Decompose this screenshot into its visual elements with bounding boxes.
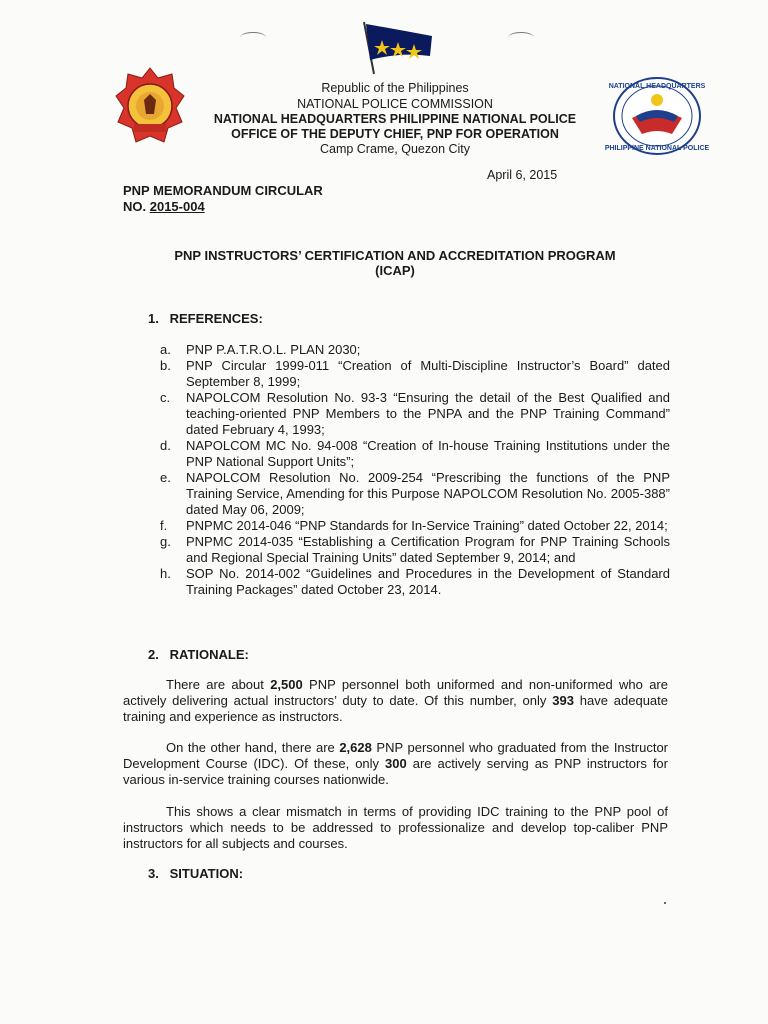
- document-title-line2: (ICAP): [375, 263, 415, 278]
- circular-number-value: 2015-004: [149, 199, 205, 214]
- section-number: 1.: [148, 311, 159, 326]
- list-item: [160, 534, 670, 566]
- list-letter: a.: [160, 342, 171, 357]
- scan-mark-left: [240, 32, 266, 43]
- list-text: PNPMC 2014-046 “PNP Standards for In-Service Training” dated October 22, 2014;: [186, 518, 668, 533]
- pnp-national-headquarters-seal: [604, 76, 710, 156]
- document-title-line1: PNP INSTRUCTORS’ CERTIFICATION AND ACCREDITATION PROGRAM: [174, 248, 616, 263]
- text-run: PNP personnel who graduated from the Instructor Development Course (IDC). Of these, only: [123, 740, 669, 771]
- list-item: [160, 342, 670, 358]
- napolcom-seal: [114, 66, 186, 152]
- header-napolcom: NATIONAL POLICE COMMISSION: [297, 97, 493, 111]
- list-letter: g.: [160, 534, 171, 549]
- section-number: 3.: [148, 866, 159, 881]
- list-item: [160, 438, 670, 470]
- list-letter: d.: [160, 438, 171, 453]
- list-letter: b.: [160, 358, 171, 373]
- list-text: PNPMC 2014-035 “Establishing a Certification Program for PNP Training Schools and Regional Special Training Units” dated September 9, 2014; and: [186, 534, 670, 565]
- text-run: There are about: [166, 677, 271, 692]
- section-rationale-heading: [148, 647, 249, 662]
- text-run: have adequate training and experience as instructors.: [123, 693, 668, 724]
- rationale-paragraph-2: [123, 740, 668, 788]
- list-letter: c.: [160, 390, 171, 405]
- qualified-count: 393: [552, 693, 574, 708]
- header-location: Camp Crame, Quezon City: [319, 142, 471, 156]
- pnp-flag-emblem: [360, 20, 440, 76]
- list-text: NAPOLCOM Resolution No. 93-3 “Ensuring the detail of the Best Qualified and teaching-oriented PNP Members to the PNPA and the PNP Training Command” dated February 4, 1993;: [186, 390, 670, 437]
- circular-heading: PNP MEMORANDUM CIRCULAR: [123, 183, 323, 198]
- list-text: NAPOLCOM Resolution No. 2009-254 “Prescribing the functions of the PNP Training Service, Amending for this Purpose NAPOLCOM Resolution No. 2005-388” dated May 06, 2009;: [186, 470, 670, 517]
- text-run: On the other hand, there are: [166, 740, 340, 755]
- list-item: [160, 470, 670, 518]
- rationale-paragraph-1: [123, 677, 668, 725]
- section-label: SITUATION:: [169, 866, 244, 881]
- list-item: [160, 518, 670, 534]
- list-item: [160, 358, 670, 390]
- list-letter: e.: [160, 470, 171, 485]
- section-situation-heading: [148, 866, 243, 881]
- list-text: SOP No. 2014-002 “Guidelines and Procedures in the Development of Standard Training Packages” dated October 23, 2014.: [186, 566, 670, 597]
- section-label: REFERENCES:: [169, 311, 263, 326]
- svg-text:PHILIPPINE NATIONAL POLICE: PHILIPPINE NATIONAL POLICE: [604, 145, 710, 152]
- personnel-count: 2,500: [270, 677, 303, 692]
- circular-number: [123, 199, 205, 214]
- list-text: PNP P.A.T.R.O.L. PLAN 2030;: [186, 342, 361, 357]
- document-date: April 6, 2015: [487, 168, 558, 182]
- list-letter: h.: [160, 566, 171, 581]
- active-count: 300: [385, 756, 407, 771]
- list-text: NAPOLCOM MC No. 94-008 “Creation of In-house Training Institutions under the PNP National Support Units”;: [186, 438, 670, 469]
- text-run: are actively serving as PNP instructors for various in-service training courses nationwide.: [123, 756, 668, 787]
- circular-number-prefix: NO.: [123, 199, 150, 214]
- list-text: PNP Circular 1999-011 “Creation of Multi-Discipline Instructor’s Board” dated September 8, 1999;: [186, 358, 670, 389]
- scan-dot: [664, 902, 666, 904]
- section-references-heading: [148, 311, 263, 326]
- header-national-hq: NATIONAL HEADQUARTERS PHILIPPINE NATIONAL POLICE: [213, 112, 577, 126]
- rationale-paragraph-3: This shows a clear mismatch in terms of providing IDC training to the PNP pool of instructors which needs to be addressed to professionalize and develop top-caliber PNP instructors for all subjects and courses.: [123, 804, 668, 851]
- list-item: [160, 566, 670, 598]
- section-label: RATIONALE:: [169, 647, 249, 662]
- scan-mark-right: [508, 32, 534, 43]
- graduate-count: 2,628: [339, 740, 372, 755]
- text-run: PNP personnel both uniformed and non-uniformed who are actively delivering actual instructors’ duty to date. Of this number, only: [123, 677, 668, 708]
- list-item: [160, 390, 670, 438]
- header-republic: Republic of the Philippines: [321, 81, 469, 95]
- list-letter: f.: [160, 518, 168, 533]
- header-office: OFFICE OF THE DEPUTY CHIEF, PNP FOR OPERATION: [231, 127, 559, 141]
- references-list: [160, 342, 670, 598]
- section-number: 2.: [148, 647, 159, 662]
- svg-text:NATIONAL HEADQUARTERS: NATIONAL HEADQUARTERS: [608, 83, 706, 90]
